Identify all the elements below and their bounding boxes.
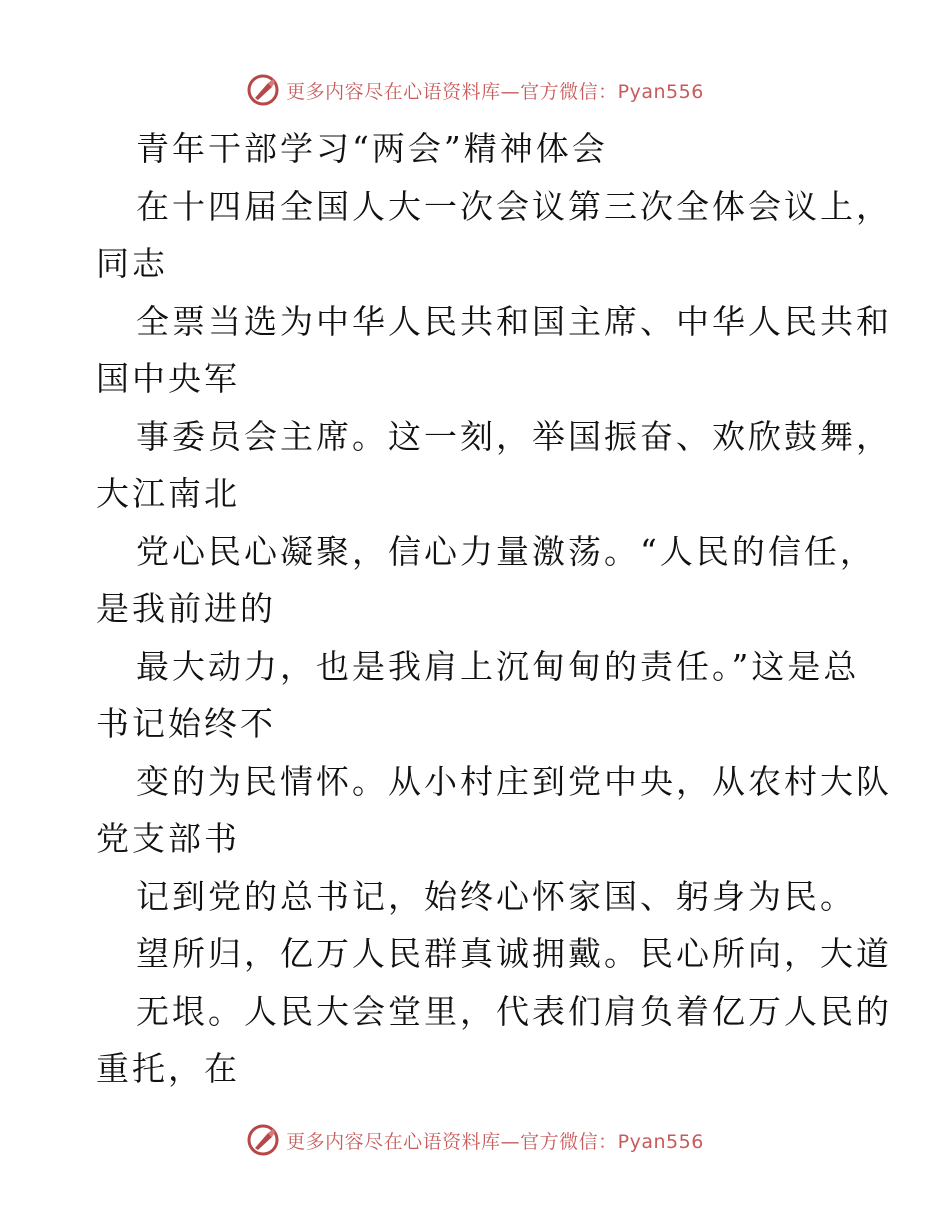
header-banner [0, 70, 950, 110]
text-line: 变的为民情怀。从小村庄到党中央，从农村大队 [136, 761, 892, 801]
text-line: 是我前进的 [96, 589, 276, 628]
text-line: 国中央军 [96, 359, 240, 398]
text-line: 党心民心凝聚，信心力量激荡。“人民的信任， [136, 531, 876, 571]
text-line: 同志 [96, 244, 168, 283]
text-line: 望所归，亿万人民群真诚拥戴。民心所向，大道 [136, 934, 892, 973]
text-line: 记到党的总书记，始终心怀家国、躬身为民。 [136, 876, 856, 916]
footer-banner [0, 1120, 950, 1160]
text-line: 最大动力，也是我肩上沉甸甸的责任。”这是总 [136, 646, 860, 686]
pen-nib-logo-icon [246, 1123, 280, 1157]
document-title: 青年干部学习“两会”精神体会 [136, 129, 608, 168]
text-line: 事委员会主席。这一刻，举国振奋、欢欣鼓舞， [136, 416, 892, 456]
text-line: 书记始终不 [96, 704, 276, 743]
document-body [96, 120, 892, 1098]
pen-nib-logo-icon [246, 73, 280, 107]
footer-banner-text: 更多内容尽在心语资料库—官方微信：Pyan556 [286, 1130, 704, 1153]
text-line: 在十四届全国人大一次会议第三次全体会议上， [136, 186, 892, 226]
text-line: 全票当选为中华人民共和国主席、中华人民共和 [136, 301, 892, 341]
text-line: 大江南北 [96, 474, 240, 513]
text-line: 重托，在 [96, 1049, 240, 1088]
text-line: 党支部书 [96, 819, 240, 858]
header-banner-text: 更多内容尽在心语资料库—官方微信：Pyan556 [286, 80, 704, 103]
text-line: 无垠。人民大会堂里，代表们肩负着亿万人民的 [136, 991, 892, 1031]
